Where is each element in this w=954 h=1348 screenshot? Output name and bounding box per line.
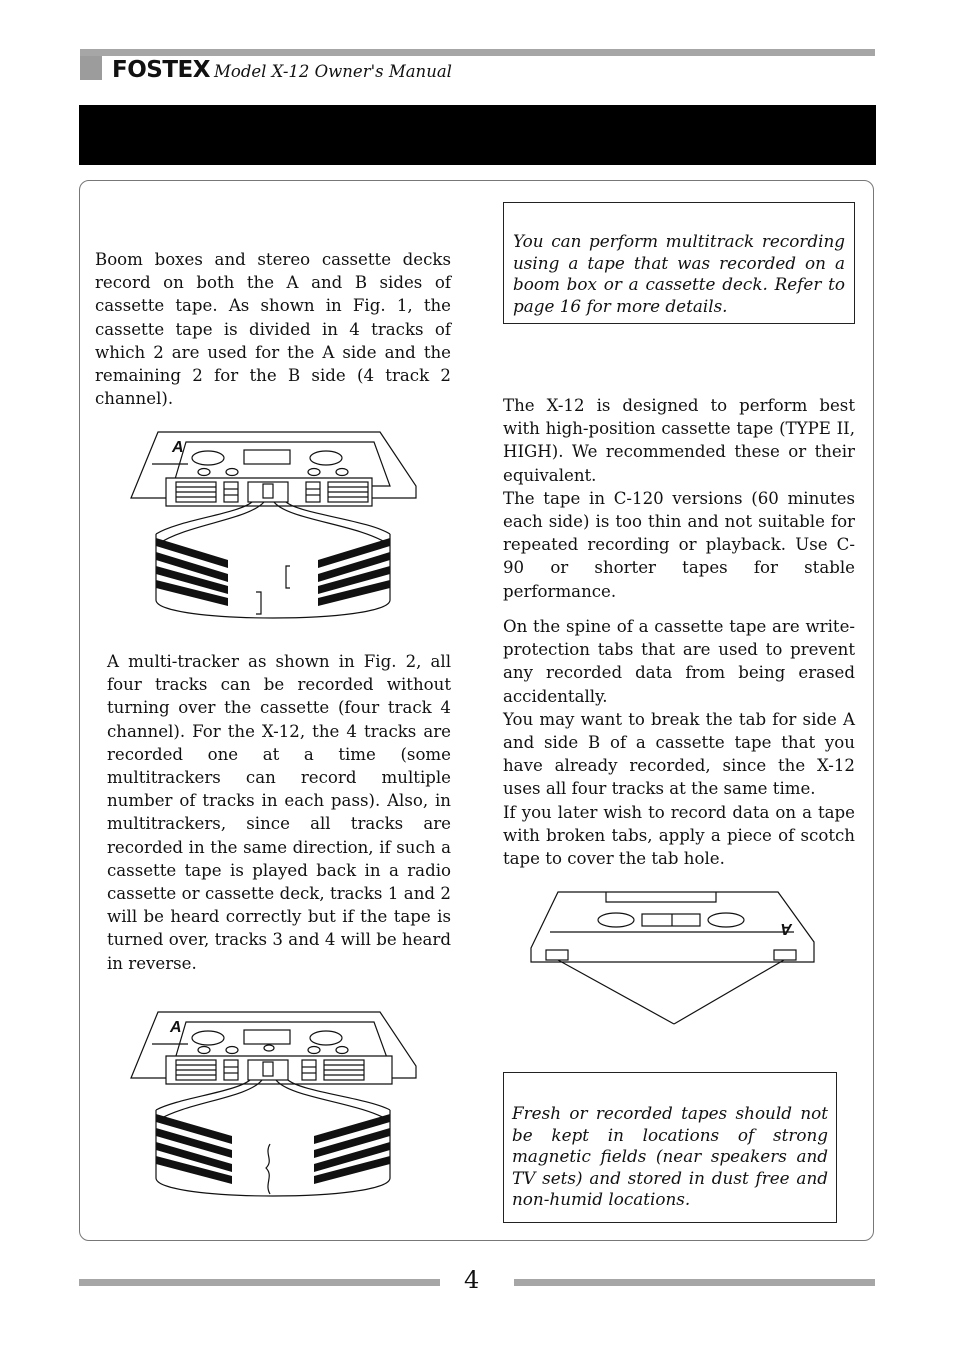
storage-note-box xyxy=(503,1072,837,1223)
multitrack-note-box xyxy=(503,202,855,324)
manual-title: Model X-12 Owner's Manual xyxy=(214,62,452,81)
tape-type-paragraph xyxy=(503,394,855,603)
brand-logo: FOSTEX xyxy=(112,57,210,83)
page-number: 4 xyxy=(464,1266,480,1294)
side-a-label: A xyxy=(170,1019,182,1036)
side-a-label: A xyxy=(780,920,792,937)
header-rule xyxy=(80,49,875,56)
cassette-figure-1 xyxy=(128,428,420,624)
write-protect-intro: On the spine of a cassette tape are write-protection tabs that are used to prevent any recorded data from being erased accidentally. xyxy=(503,617,855,706)
write-protect-cover-hole: If you later wish to record data on a tape with broken tabs, apply a piece of scotch tape to cover the tab hole. xyxy=(503,802,855,869)
tape-length-warning: The tape in C-120 versions (60 minutes each side) is too thin and not suitable for repeated recording or playback. Use C-90 or shorter tapes for stable performance. xyxy=(503,488,855,601)
side-a-label: A xyxy=(172,439,184,456)
write-protect-paragraph xyxy=(503,615,855,870)
tape-type-recommendation: The X-12 is designed to perform best with high-position cassette tape (TYPE II, HIGH). We recommended these or their equivalent. xyxy=(503,396,855,485)
footer-rule-right xyxy=(514,1279,875,1286)
section-title-bar xyxy=(79,105,876,165)
intro-paragraph: Boom boxes and stereo cassette decks record on both the A and B sides of cassette tape. As shown in Fig. 1, the cassette tape is divided in 4 tracks of which 2 are used for the A side and the remaining 2 for the B side (4 track 2 channel). xyxy=(95,250,451,409)
cassette-tab-figure xyxy=(528,888,818,1028)
cassette-figure-2 xyxy=(128,1008,420,1204)
multitracker-paragraph: A multi-tracker as shown in Fig. 2, all four tracks can be recorded without turning over the cassette (four track 4 channel). For the X-12, the 4 tracks are recorded one at a time (some multitrackers can record multiple number of tracks in each pass). Also, in multitrackers, since all tracks are recorded in the same direction, if such a cassette tape is played back in a radio cassette or cassette deck, tracks 1 and 2 will be heard correctly but if the tape is turned over, tracks 3 and 4 will be heard in reverse. xyxy=(107,652,451,973)
footer-rule-left xyxy=(79,1279,440,1286)
header-marker xyxy=(80,56,102,80)
write-protect-break-tab: You may want to break the tab for side A and side B of a cassette tape that you have already recorded, since the X-12 uses all four tracks at the same time. xyxy=(503,709,855,799)
multitrack-note-text: You can perform multitrack recording using a tape that was recorded on a boom box or a cassette deck. Refer to page 16 for more details. xyxy=(513,231,845,316)
storage-note-text: Fresh or recorded tapes should not be kept in locations of strong magnetic fields (near speakers and TV sets) and stored in dust free and non-humid locations. xyxy=(512,1103,828,1209)
